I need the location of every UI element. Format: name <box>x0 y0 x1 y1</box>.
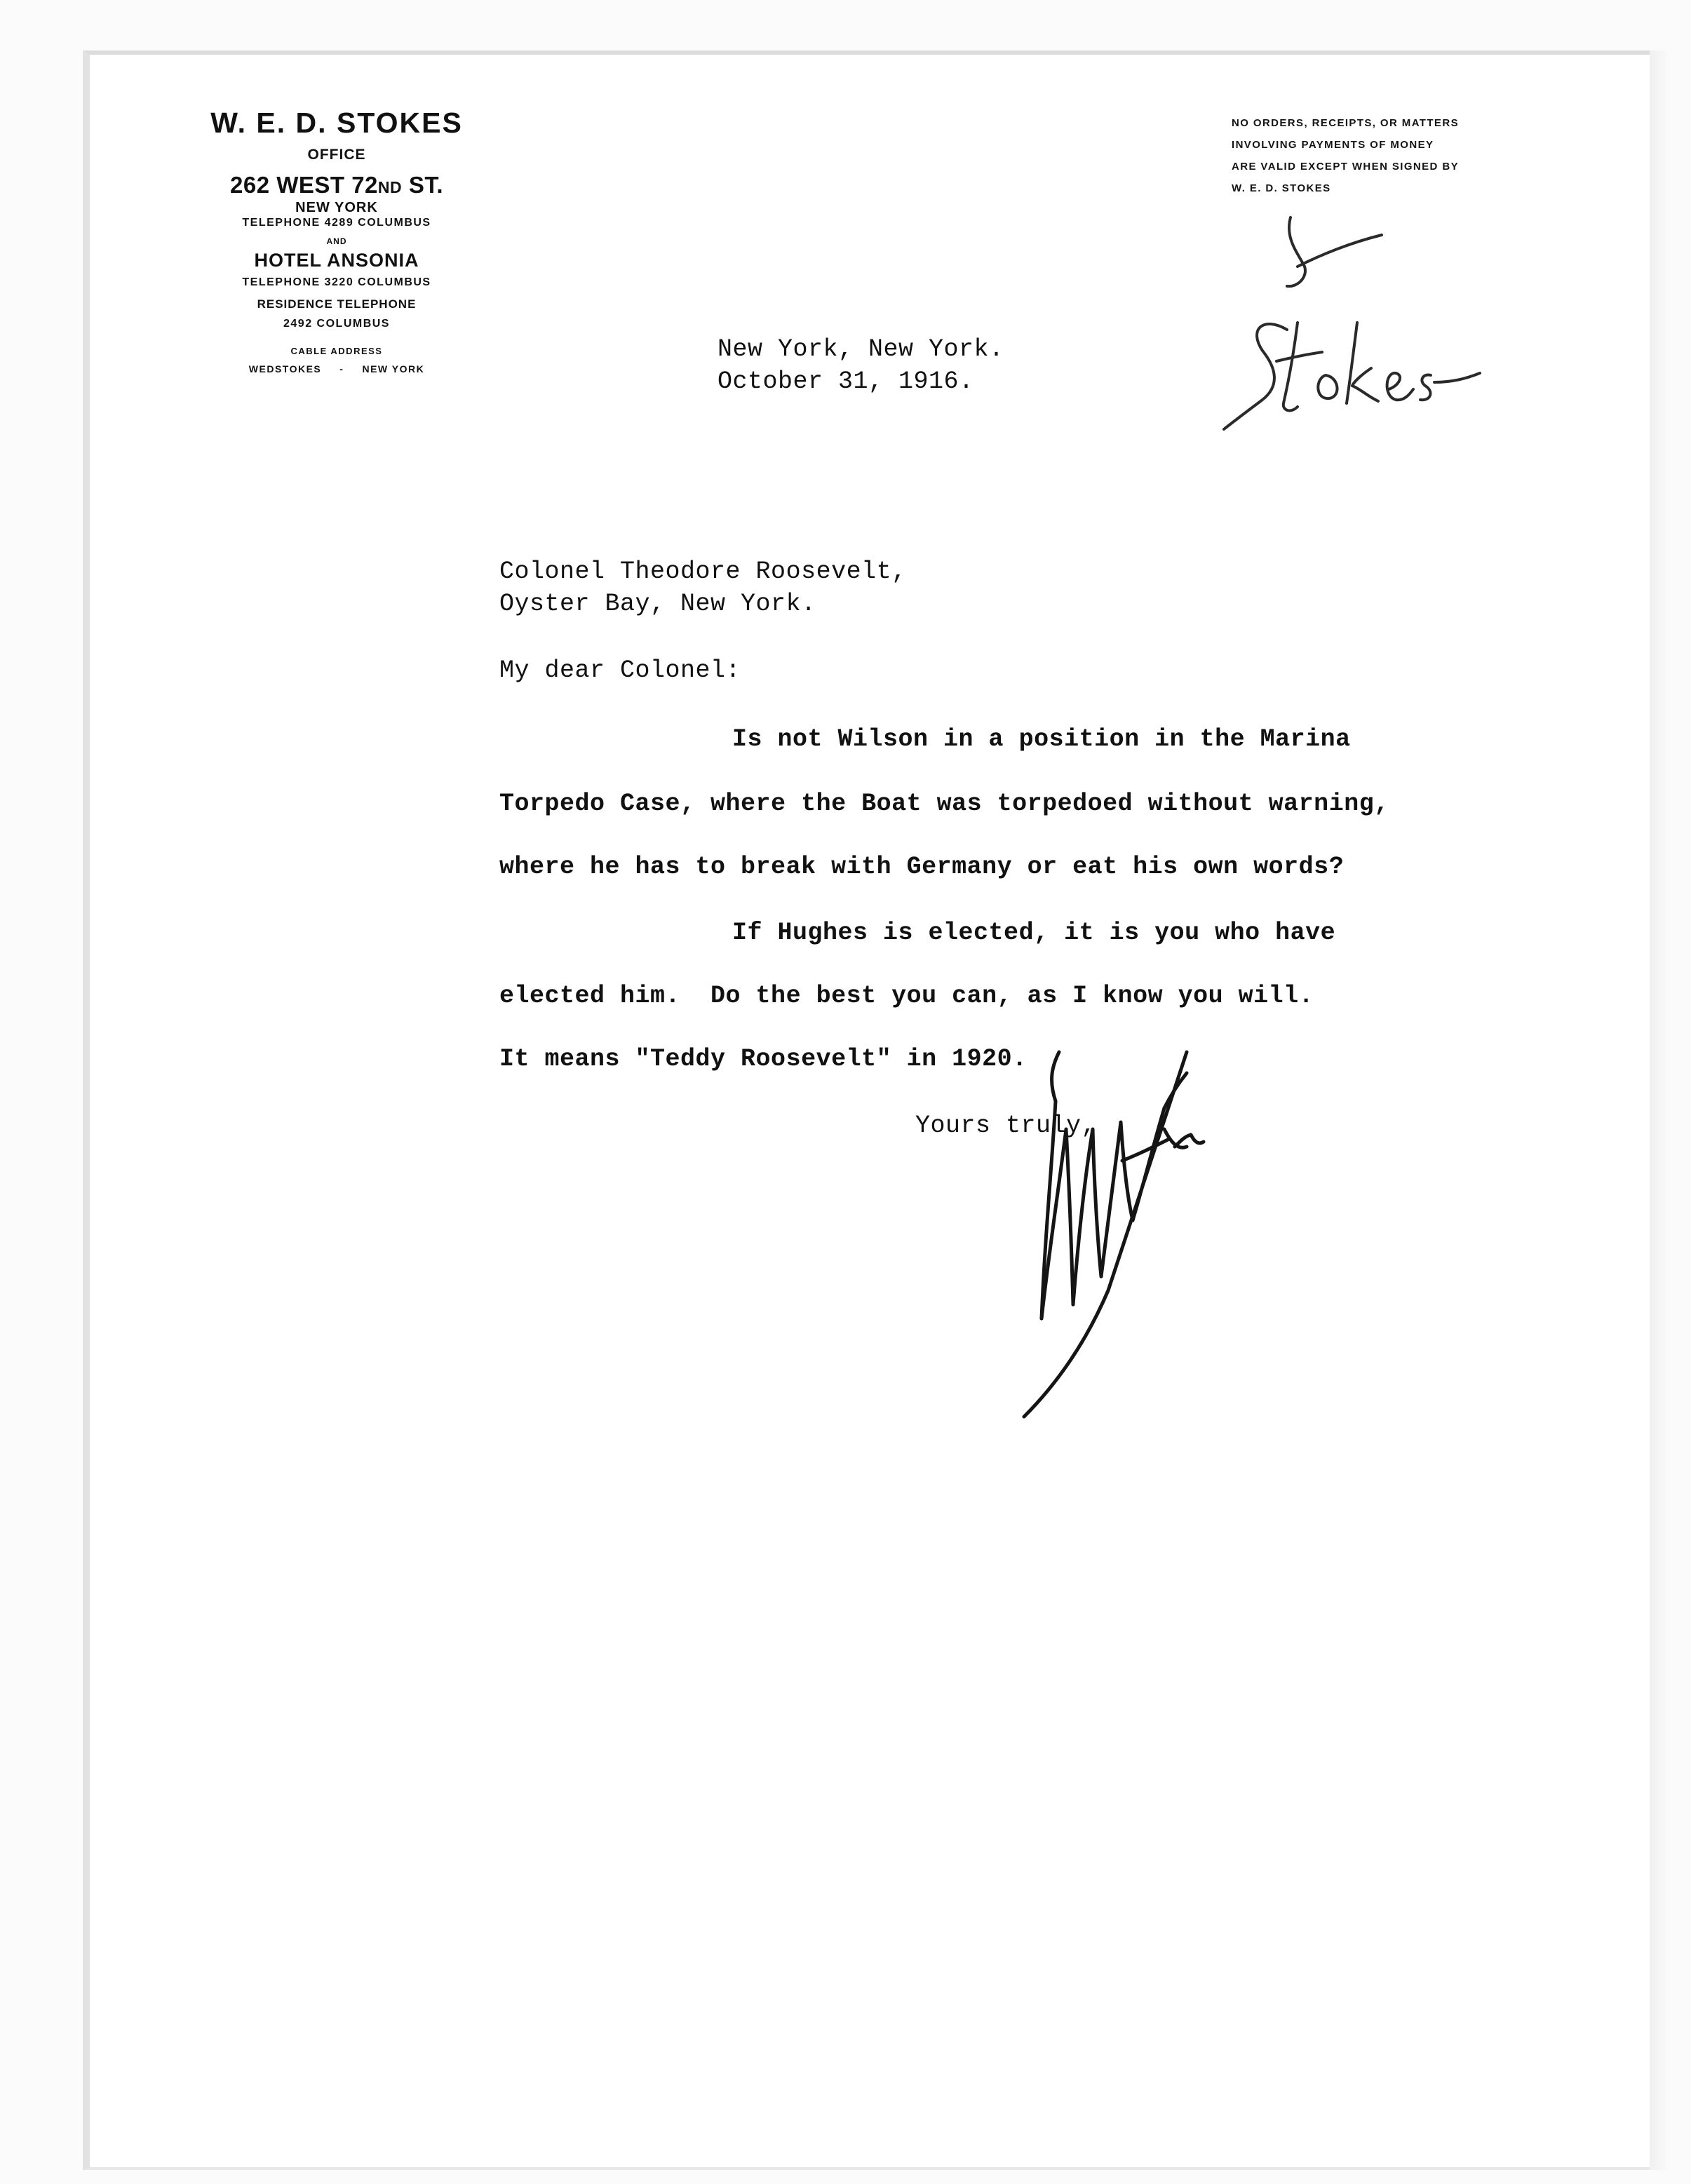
letterhead-telephone-hotel: TELEPHONE 3220 COLUMBUS <box>242 276 431 288</box>
letterhead-address-suffix: ND <box>377 178 403 196</box>
letterhead-cable-city: NEW YORK <box>362 363 425 375</box>
body-line: Is not Wilson in a position in the Marina <box>732 725 1351 753</box>
letterhead-address <box>175 173 498 196</box>
notice-line: ARE VALID EXCEPT WHEN SIGNED BY <box>1232 161 1459 173</box>
signature-image <box>1003 1015 1255 1431</box>
closing: Yours truly, <box>915 1112 1097 1140</box>
letterhead-cable-label: CABLE ADDRESS <box>290 346 383 356</box>
handwritten-stokes-annotation <box>1220 201 1501 442</box>
letterhead <box>175 109 498 374</box>
letterhead-cable-dash: - <box>339 363 344 375</box>
letterhead-residence-label: RESIDENCE TELEPHONE <box>257 297 417 311</box>
body-line: where he has to break with Germany or eat his own words? <box>499 853 1345 881</box>
notice-line: NO ORDERS, RECEIPTS, OR MATTERS <box>1232 117 1459 129</box>
letterhead-cable-code: WEDSTOKES <box>248 363 322 375</box>
body-line: It means "Teddy Roosevelt" in 1920. <box>499 1045 1028 1073</box>
letterhead-and: AND <box>326 236 347 246</box>
paper-edge-shadow <box>1650 50 1671 2170</box>
letter-date: October 31, 1916. <box>718 368 974 396</box>
recipient-name: Colonel Theodore Roosevelt, <box>499 558 907 586</box>
letterhead-hotel: HOTEL ANSONIA <box>254 250 419 271</box>
letterhead-residence-number: 2492 COLUMBUS <box>283 318 390 330</box>
letterhead-cable-address <box>175 364 498 374</box>
recipient-address: Oyster Bay, New York. <box>499 590 816 618</box>
body-line: Torpedo Case, where the Boat was torpedoed without warning, <box>499 790 1389 818</box>
notice-line: INVOLVING PAYMENTS OF MONEY <box>1232 139 1434 151</box>
body-line: If Hughes is elected, it is you who have <box>732 919 1336 947</box>
signature-text: W. E. D. Stokes <box>1003 1015 1082 1027</box>
letterhead-telephone-office: TELEPHONE 4289 COLUMBUS <box>242 217 431 229</box>
letterhead-city: NEW YORK <box>295 200 378 215</box>
payment-notice <box>1232 112 1512 199</box>
letterhead-name: W. E. D. STOKES <box>210 107 463 139</box>
letterhead-office-label: OFFICE <box>307 147 366 163</box>
letterhead-address-end: ST. <box>402 172 444 198</box>
letterhead-address-main: 262 WEST 72 <box>229 172 378 198</box>
annotation-text: Stokes <box>1220 201 1255 213</box>
body-line: elected him. Do the best you can, as I know you will. <box>499 982 1314 1010</box>
letter-place: New York, New York. <box>718 335 1004 363</box>
notice-line: W. E. D. STOKES <box>1232 182 1331 194</box>
salutation: My dear Colonel: <box>499 656 741 685</box>
